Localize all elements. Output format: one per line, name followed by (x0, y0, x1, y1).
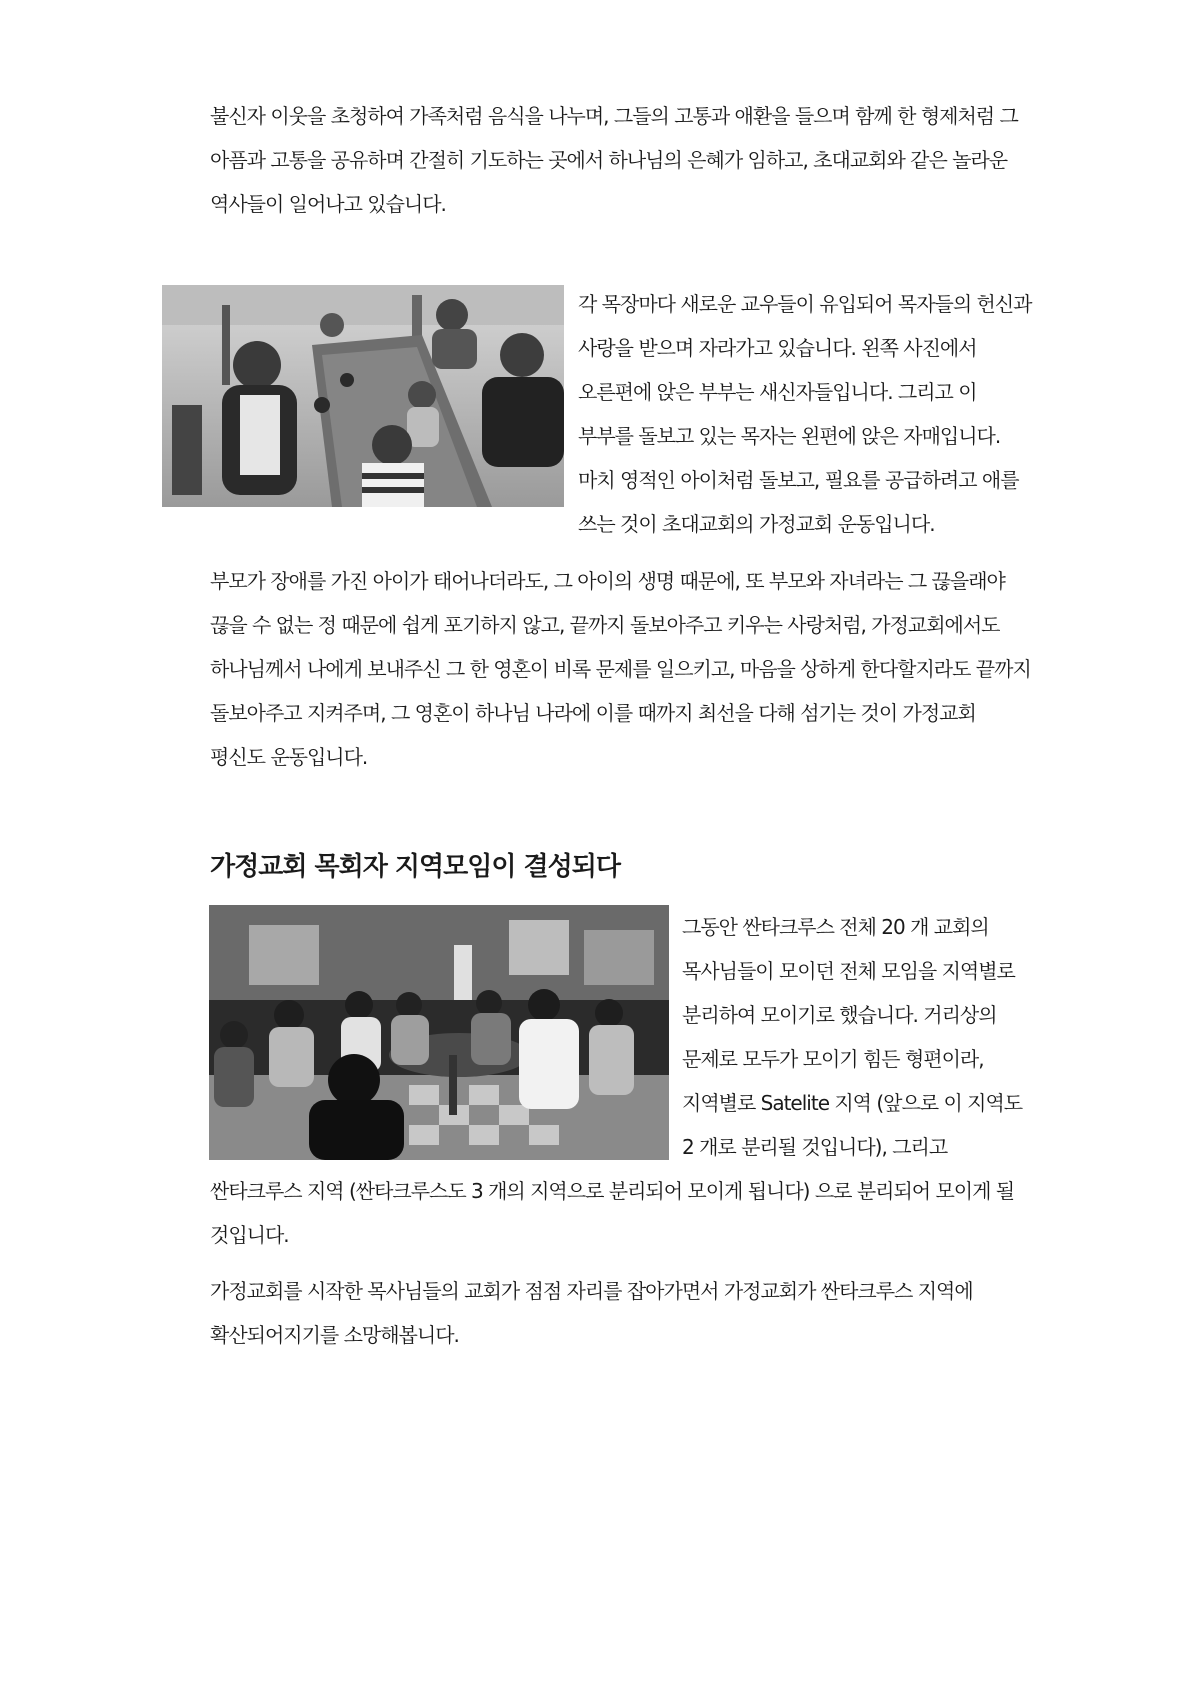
text-line: 쓰는 것이 초대교회의 가정교회 운동입니다. (578, 512, 935, 536)
text-line: 목사님들이 모이던 전체 모임을 지역별로 (682, 959, 1015, 983)
parent-analogy-paragraph (210, 559, 1031, 779)
text-line: 문제로 모두가 모이기 힘든 형편이라, (682, 1047, 984, 1071)
pastors-meeting-photo (209, 905, 669, 1160)
text-line: 오른편에 앉은 부부는 새신자들입니다. 그리고 이 (578, 380, 977, 404)
text-line: 것입니다. (210, 1223, 289, 1247)
text-line: 싼타크루스 지역 (싼타크루스도 3 개의 지역으로 분리되어 모이게 됩니다) 으로 분리되어 모이게 될 (210, 1179, 1015, 1203)
text-line: 하나님께서 나에게 보내주신 그 한 영혼이 비록 문제를 일으키고, 마음을 상하게 한다할지라도 끝까지 (210, 657, 1031, 681)
text-line: 평신도 운동입니다. (210, 745, 368, 769)
intro-paragraph (210, 94, 1018, 226)
text-line: 2 개로 분리될 것입니다), 그리고 (682, 1135, 948, 1159)
text-line: 돌보아주고 지켜주며, 그 영혼이 하나님 나라에 이를 때까지 최선을 다해 섬기는 것이 가정교회 (210, 701, 976, 725)
text-line: 분리하여 모이기로 했습니다. 거리상의 (682, 1003, 997, 1027)
meeting-side-paragraph (682, 905, 1022, 1169)
text-line: 각 목장마다 새로운 교우들이 유입되어 목자들의 헌신과 (578, 292, 1032, 316)
text-line: 그동안 싼타크루스 전체 20 개 교회의 (682, 915, 989, 939)
text-line: 불신자 이웃을 초청하여 가족처럼 음식을 나누며, 그들의 고통과 애환을 들으며 함께 한 형제처럼 그 (210, 104, 1018, 128)
photo-side-paragraph (578, 282, 1032, 546)
text-line: 확산되어지기를 소망해봅니다. (210, 1323, 459, 1347)
text-line: 역사들이 일어나고 있습니다. (210, 192, 446, 216)
closing-paragraph (210, 1269, 973, 1357)
text-line: 아픔과 고통을 공유하며 간절히 기도하는 곳에서 하나님의 은혜가 임하고, 초대교회와 같은 놀라운 (210, 148, 1008, 172)
meeting-continuation-paragraph (210, 1169, 1014, 1257)
text-line: 가정교회를 시작한 목사님들의 교회가 점점 자리를 잡아가면서 가정교회가 싼타크루스 지역에 (210, 1279, 973, 1303)
text-line: 부모가 장애를 가진 아이가 태어나더라도, 그 아이의 생명 때문에, 또 부모와 자녀라는 그 끊을래야 (210, 569, 1005, 593)
text-line: 끊을 수 없는 정 때문에 쉽게 포기하지 않고, 끝까지 돌보아주고 키우는 사랑처럼, 가정교회에서도 (210, 613, 1000, 637)
text-line: 마치 영적인 아이처럼 돌보고, 필요를 공급하려고 애를 (578, 468, 1019, 492)
text-line: 사랑을 받으며 자라가고 있습니다. 왼쪽 사진에서 (578, 336, 977, 360)
text-line: 부부를 돌보고 있는 목자는 왼편에 앉은 자매입니다. (578, 424, 1001, 448)
section-heading: 가정교회 목회자 지역모임이 결성되다 (210, 852, 621, 882)
text-line: 지역별로 Satelite 지역 (앞으로 이 지역도 (682, 1091, 1023, 1115)
fellowship-meal-photo (162, 285, 564, 507)
